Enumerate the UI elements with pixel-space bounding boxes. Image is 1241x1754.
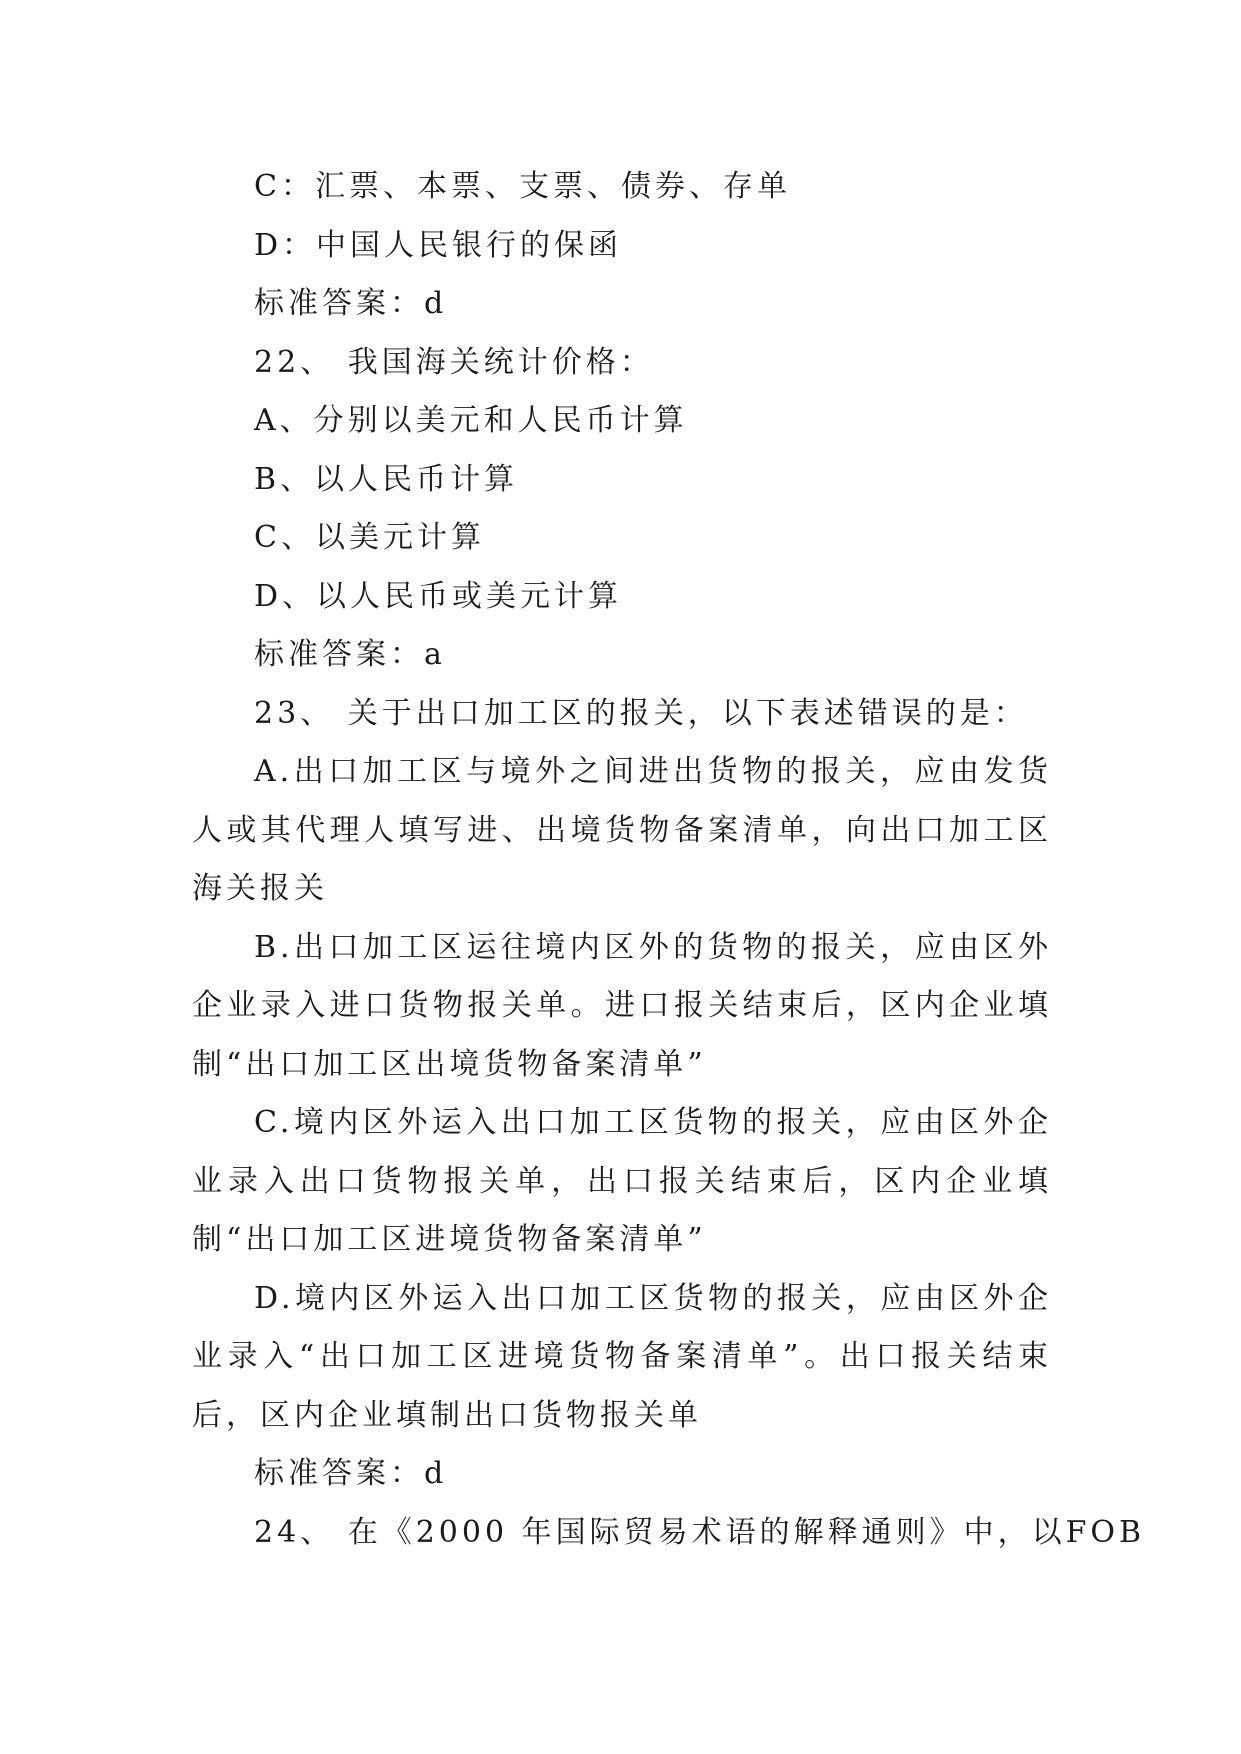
q22-option-d: D、以人民币或美元计算 [254, 578, 623, 614]
q23-option-a: A.出口加工区与境外之间进出货物的报关，应由发货人或其代理人填写进、出境货物备案清单，向出口加工区海关报关 [192, 754, 1052, 906]
q23-option-d: D.境内区外运入出口加工区货物的报关，应由区外企业录入“出口加工区进境货物备案清单”。出口报关结束后，区内企业填制出口货物报关单 [192, 1280, 1052, 1433]
q22-option-b: B、以人民币计算 [254, 461, 519, 497]
q24-question: 24、 在《2000 年国际贸易术语的解释通则》中，以FOB [254, 1514, 1146, 1550]
q22-option-c: C、以美元计算 [254, 520, 485, 555]
q22-option-a: A、分别以美元和人民币计算 [254, 403, 688, 438]
q23-question: 23、 关于出口加工区的报关，以下表述错误的是： [254, 695, 1028, 731]
document-body [192, 158, 1146, 1562]
q23-option-c: C.境内区外运入出口加工区货物的报关，应由区外企业录入出口货物报关单，出口报关结束后，区内企业填制“出口加工区进境货物备案清单” [192, 1105, 1052, 1257]
q21-option-c: C：汇票、本票、支票、债券、存单 [254, 169, 791, 204]
q22-answer: 标准答案：a [254, 637, 446, 672]
q23-answer: 标准答案：d [254, 1456, 448, 1491]
q23-option-b: B.出口加工区运往境内区外的货物的报关，应由区外企业录入进口货物报关单。进口报关结束后，区内企业填制“出口加工区出境货物备案清单” [192, 929, 1052, 1082]
q22-question: 22、 我国海关统计价格： [254, 344, 654, 380]
q21-option-d: D：中国人民银行的保函 [254, 227, 623, 263]
q21-answer: 标准答案：d [254, 286, 448, 321]
